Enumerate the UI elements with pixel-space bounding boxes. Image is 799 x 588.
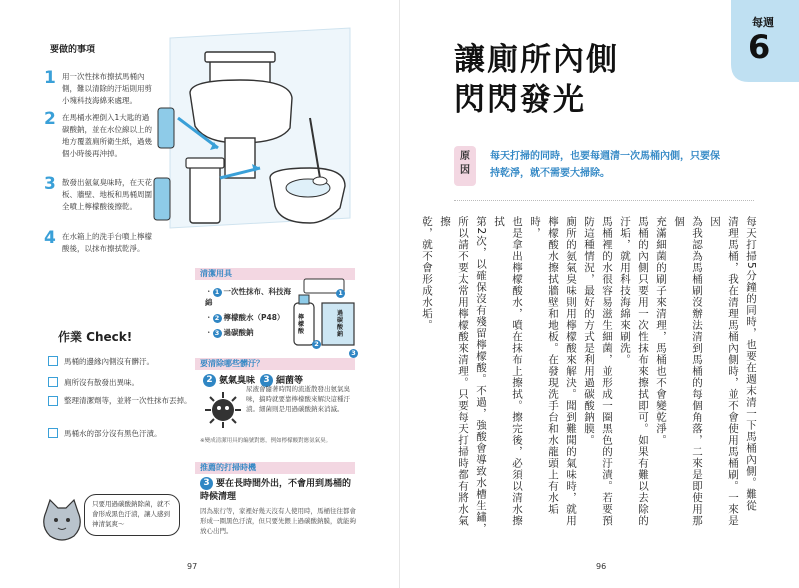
check-item[interactable]: [48, 423, 218, 443]
tool-marker-1: 1: [336, 289, 345, 298]
checkbox[interactable]: [48, 356, 58, 366]
step-2-text: 在馬桶水裡倒入1大匙的過碳酸鈉，並在水位線以上的地方覆蓋廁所衛生紙，過幾個小時後再沖掉。: [62, 113, 152, 158]
tool-item: ・ 3 過碳酸鈉: [205, 328, 254, 337]
body-column: 也是拿出檸檬酸水，噴在抹布上擦拭。擦完後，必須以清水擦拭: [493, 216, 523, 527]
tool-marker-3: 3: [349, 349, 358, 358]
body-text: [421, 216, 760, 536]
when-note: ※變成清潔用具的編號對應，例如檸檬酸對應氨氣臭。: [200, 438, 332, 444]
checkbox[interactable]: [48, 428, 58, 438]
germ-icon: [203, 390, 243, 430]
page-number-left: 97: [187, 562, 198, 571]
timing-headline: 3 要在長時間外出，不會用到馬桶的時候清理: [200, 478, 352, 502]
timing-description: 因為旅行等，家裡好幾天沒有人使用時，馬桶往往都會形成一圈黑色汙漬，但只要先餵上過碳酸鈉膜，就能夠放心出門。: [200, 507, 356, 535]
tool-item: ・ 2 檸檬酸水（P48）: [205, 313, 285, 322]
speech-bubble-text: 只要用過碳酸鈉除菌，就不會形成黑色汙漬，讓人感到神清氣爽〜: [92, 500, 170, 528]
reason-text: 每天打掃的同時，也要每週清一次馬桶內側，只要保持乾淨，就不需要大掃除。: [490, 151, 720, 179]
check-item[interactable]: [48, 392, 218, 423]
body-column: 清理馬桶，我在清理馬桶內側時，並不會使用馬桶刷。一來是因: [709, 216, 739, 527]
check-item[interactable]: [48, 350, 218, 372]
checkbox[interactable]: [48, 396, 58, 406]
check-item[interactable]: [48, 372, 218, 392]
step-4-number: 4: [44, 228, 56, 248]
when-description: 尿液會隨著時間的流逝散發出氨氣臭味，搞時就要靠檸檬酸來解決這種汙漬。細菌則是用過碳酸鈉來消滅。: [246, 385, 350, 413]
body-column: 為我認為馬桶刷沒辦法清到馬桶的每個角落，二來是即使用那個: [673, 216, 703, 527]
checklist: [48, 350, 218, 443]
when-title: 要清除哪些髒汙？: [200, 359, 264, 368]
body-column: 防這種情況，最好的方式是利用過碳酸鈉膜。: [583, 216, 595, 446]
step-2-number: 2: [44, 109, 56, 129]
body-column: 每天打掃5分鐘的同時，也要在週末清一下馬桶內側。難從: [745, 216, 757, 512]
check-item-label: 廁所沒有散發出異味。: [64, 377, 139, 387]
week-label: 每週: [752, 16, 774, 29]
page-title-line-1: 讓廁所內側: [454, 42, 619, 78]
tool-marker-2: 2: [312, 340, 321, 349]
step-1-text: 用一次性抹布擦拭馬桶內側，難以清除的汙垢則用剪小塊科技海綿來處理。: [62, 72, 152, 105]
check-item-label: 整理清潔劑等，並將一次性抹布丟掉。: [64, 396, 192, 405]
check-item-label: 馬桶的邊緣內側沒有髒汙。: [64, 356, 154, 366]
body-column: 馬桶裡的水很容易滋生細菌，並形成一圈黑色的汙漬。若要預: [601, 216, 613, 527]
todo-title: 要做的事項: [50, 45, 96, 55]
check-item-label: 馬桶水的部分沒有黑色汙漬。: [64, 428, 162, 438]
week-number: 6: [748, 28, 771, 66]
right-page: [400, 0, 799, 588]
body-column: 馬桶的內側只要用一次性抹布來擦拭即可。如果有難以去除的: [637, 216, 649, 527]
body-column: 所以請不要太常用檸檬酸來清理。只要每天打掃時都有將水氣擦: [439, 216, 469, 527]
bottle-label: 檸檬酸: [298, 314, 305, 335]
step-4-text: 在水箱上的洗手台噴上檸檬酸後，以抹布擦拭乾淨。: [62, 232, 152, 253]
tool-item: ・ 1 一次性抹布、科技海綿: [205, 287, 291, 307]
timing-title: 推薦的打掃時機: [200, 463, 256, 472]
toilet-illustration: [150, 18, 360, 258]
step-3-text: 散發出氨氣臭味時，在天花板、牆壁、地板和馬桶周圍全噴上檸檬酸後擦乾。: [62, 178, 152, 211]
page-number-right: 96: [596, 562, 607, 571]
when-item-2: 2 氨氣臭味: [203, 373, 255, 387]
body-column: 乾，就不會形成水垢。: [421, 216, 433, 331]
checkbox[interactable]: [48, 377, 58, 387]
divider: [454, 200, 754, 201]
body-column: 廁所的氨氣臭味則用檸檬酸來解決。聞到難聞的氣味時，就用: [565, 216, 577, 527]
check-title: 作業 Check!: [58, 330, 133, 344]
tools-title: 清潔用具: [200, 269, 232, 278]
reason-tag: 原因: [460, 151, 470, 176]
cat-icon: [38, 498, 86, 548]
step-1-number: 1: [44, 68, 56, 88]
box-label: 過碳酸鈉: [337, 310, 344, 338]
page-title-line-2: 閃閃發光: [454, 82, 586, 118]
body-column: 第2次，以確保沒有殘留檸檬酸。不過，強酸會導致水槽生鏽，: [475, 216, 487, 535]
step-3-number: 3: [44, 174, 56, 194]
body-column: 檸檬酸水擦拭牆壁和地板。在發現洗手台和水龍頭上有水垢時，: [529, 216, 559, 515]
body-column: 充滿細菌的刷子來清理，馬桶也不會變乾淨。: [655, 216, 667, 446]
when-item-3: 3 細菌等: [260, 373, 303, 387]
tools-list: [205, 286, 295, 338]
body-column: 汙垢，就用科技海綿來刷洗。: [619, 216, 631, 366]
